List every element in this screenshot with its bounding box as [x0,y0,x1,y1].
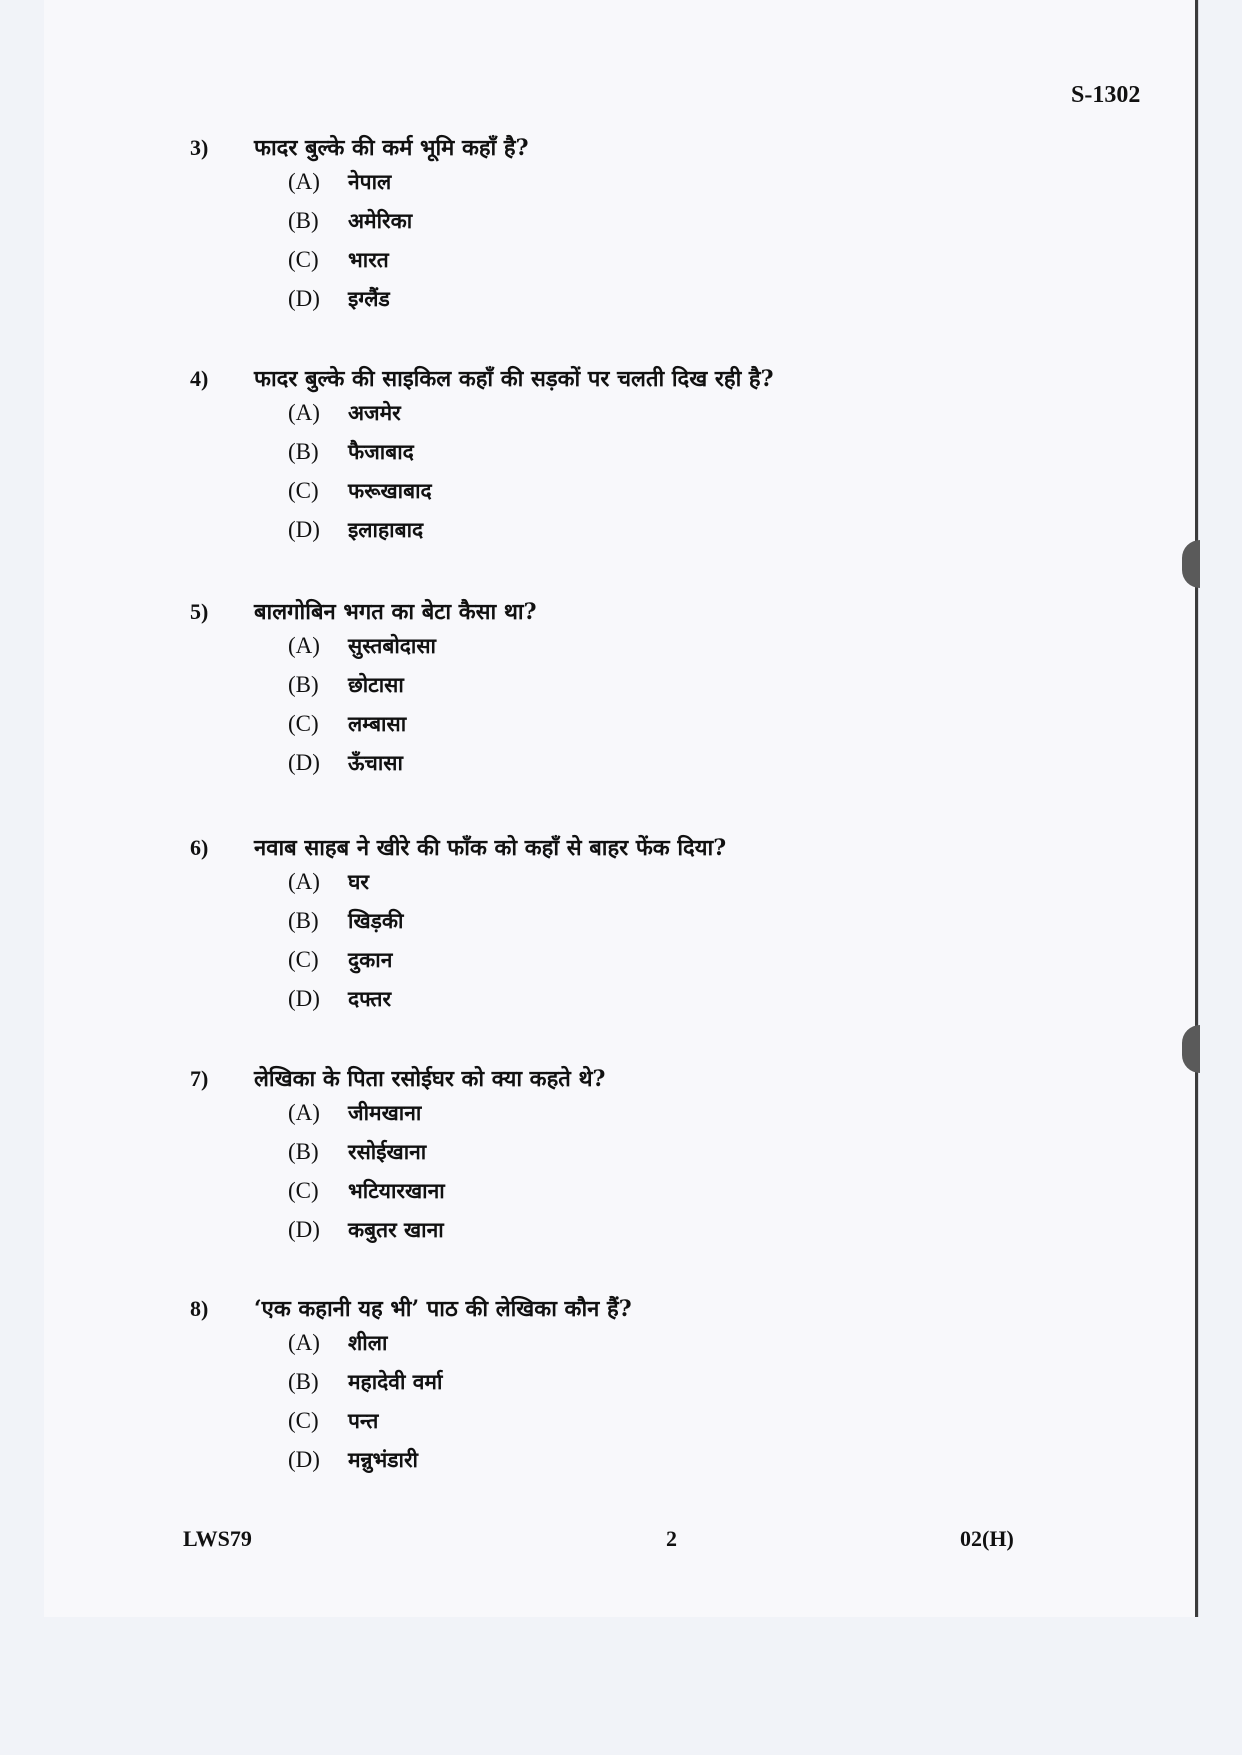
question-8 [190,1293,1010,1485]
page-edge [1195,0,1198,1617]
option-text: घर [348,869,369,894]
question-number: 3) [190,135,209,160]
question-5 [190,596,1010,788]
option-c [288,477,1010,516]
option-label: (C) [288,478,319,503]
question-text: फादर बुल्के की कर्म भूमि कहाँ है? [254,135,529,161]
option-text: शीला [348,1330,388,1355]
option-b [288,1138,1010,1177]
option-label: (D) [288,750,320,775]
footer-paper-id: 02(H) [960,1526,1014,1551]
option-text: फैजाबाद [348,439,414,464]
option-text: फरूखाबाद [348,478,432,503]
option-text: लम्बासा [348,711,407,736]
option-label: (D) [288,286,320,311]
option-b [288,907,1010,946]
question-text: लेखिका के पिता रसोईघर को क्या कहते थे? [254,1066,606,1092]
question-3 [190,132,1010,324]
option-b [288,438,1010,477]
option-text: कबुतर खाना [348,1217,444,1242]
option-d [288,285,1010,324]
question-number: 4) [190,366,209,391]
option-label: (B) [288,672,319,697]
option-label: (B) [288,1139,319,1164]
option-text: जीमखाना [348,1100,422,1125]
option-text: मन्नुभंडारी [348,1447,418,1472]
option-a [288,1329,1010,1368]
option-a [288,632,1010,671]
question-number: 5) [190,599,209,624]
option-text: महादेवी वर्मा [348,1369,443,1394]
question-number: 7) [190,1066,209,1091]
option-label: (C) [288,711,319,736]
footer-series-code: LWS79 [183,1526,252,1551]
option-text: नेपाल [348,169,392,194]
option-text: इलाहाबाद [348,517,424,542]
binding-hole [1182,540,1200,588]
option-d [288,1446,1010,1485]
option-text: खिड़की [348,908,404,933]
option-label: (A) [288,169,320,194]
option-label: (A) [288,633,320,658]
option-label: (A) [288,1100,320,1125]
option-label: (A) [288,1330,320,1355]
option-d [288,985,1010,1024]
question-4 [190,363,1010,555]
option-b [288,671,1010,710]
option-label: (C) [288,947,319,972]
option-label: (C) [288,1178,319,1203]
question-6 [190,832,1010,1024]
option-label: (D) [288,517,320,542]
question-number: 6) [190,835,209,860]
question-text: बालगोबिन भगत का बेटा कैसा था? [254,599,537,625]
option-label: (D) [288,1447,320,1472]
option-text: रसोईखाना [348,1139,427,1164]
option-text: छोटासा [348,672,404,697]
paper-code: S-1302 [1071,82,1141,108]
option-c [288,1407,1010,1446]
option-label: (B) [288,908,319,933]
option-b [288,207,1010,246]
option-c [288,246,1010,285]
option-text: दफ्तर [348,986,392,1011]
option-c [288,1177,1010,1216]
option-a [288,399,1010,438]
question-text: नवाब साहब ने खीरे की फाँक को कहाँ से बाहर फेंक दिया? [254,835,727,861]
option-text: दुकान [348,947,393,972]
option-text: अमेरिका [348,208,413,233]
option-label: (B) [288,439,319,464]
option-d [288,749,1010,788]
option-label: (B) [288,1369,319,1394]
option-label: (A) [288,400,320,425]
option-a [288,868,1010,907]
option-d [288,1216,1010,1255]
option-text: सुस्तबोदासा [348,633,436,658]
question-7 [190,1063,1010,1255]
question-number: 8) [190,1296,209,1321]
option-a [288,168,1010,207]
option-text: अजमेर [348,400,401,425]
question-text: ‘एक कहानी यह भी’ पाठ की लेखिका कौन हैं? [254,1296,632,1322]
option-text: भटियारखाना [348,1178,445,1203]
question-text: फादर बुल्के की साइकिल कहाँ की सड़कों पर चलती दिख रही है? [254,366,774,392]
option-label: (D) [288,986,320,1011]
option-label: (C) [288,1408,319,1433]
binding-hole [1182,1025,1200,1073]
option-text: ऊँचासा [348,750,403,775]
option-text: भारत [348,247,389,272]
option-b [288,1368,1010,1407]
option-text: पन्त [348,1408,379,1433]
option-c [288,946,1010,985]
option-c [288,710,1010,749]
option-label: (C) [288,247,319,272]
footer-page-number: 2 [666,1526,677,1551]
option-text: इग्लैंड [348,286,390,311]
option-d [288,516,1010,555]
option-a [288,1099,1010,1138]
option-label: (A) [288,869,320,894]
option-label: (D) [288,1217,320,1242]
option-label: (B) [288,208,319,233]
